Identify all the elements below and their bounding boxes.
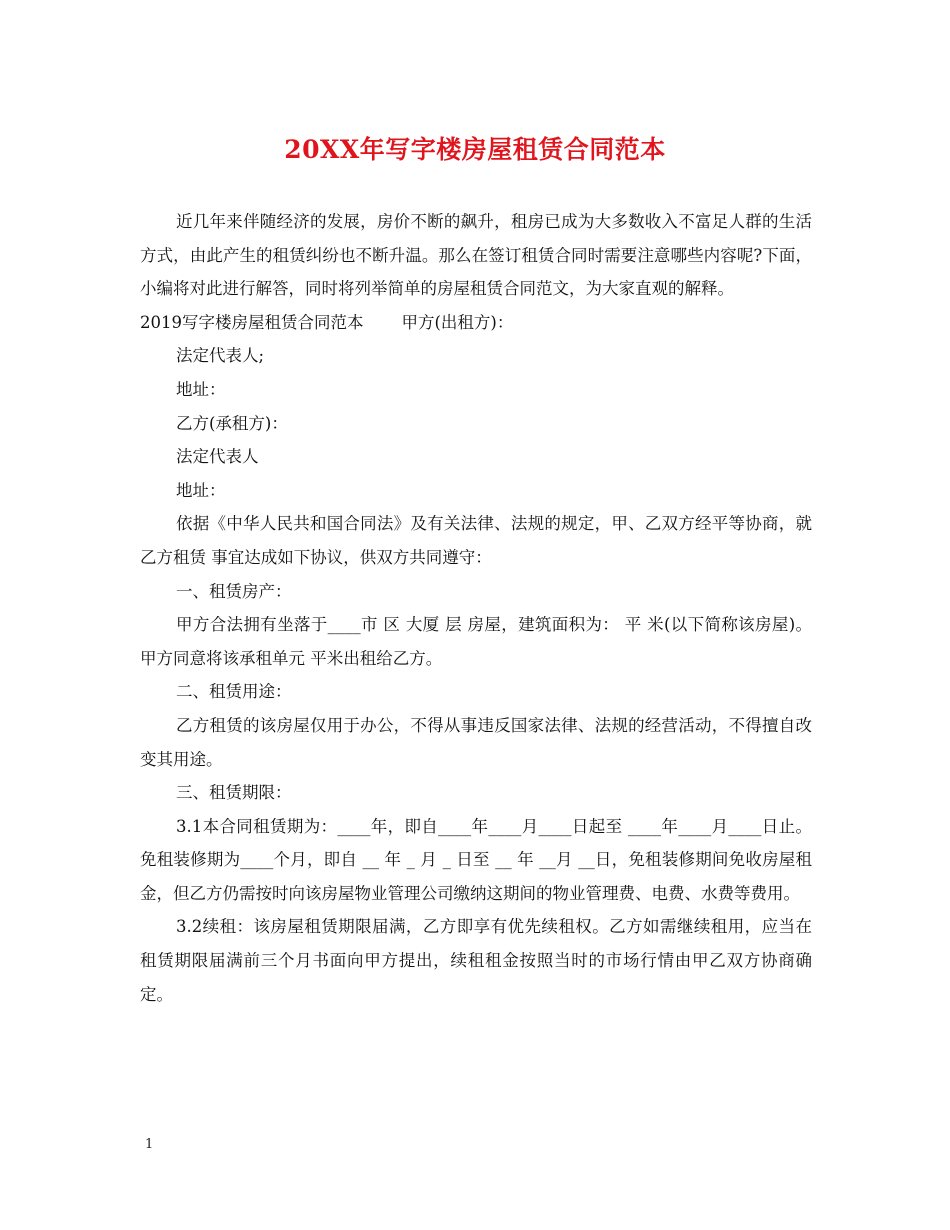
subheading-line [140, 306, 812, 340]
document-title: 20XX年写字楼房屋租赁合同范本 [284, 135, 666, 164]
party-a-address: 地址： [176, 379, 226, 399]
section-3-title: 三、租赁期限： [176, 783, 292, 803]
section-2-title: 二、租赁用途： [176, 682, 292, 702]
party-a-rep: 法定代表人; [176, 346, 265, 366]
party-a-label: 甲方(出租方)： [401, 312, 514, 332]
legal-basis-paragraph: 依据《中华人民共和国合同法》及有关法律、法规的规定，甲、乙双方经平等协商，就乙方租赁 事宜达成如下协议，供双方共同遵守： [140, 514, 812, 567]
party-b-label: 乙方(承租方)： [176, 413, 288, 433]
party-b-address: 地址： [176, 480, 226, 500]
party-b-rep: 法定代表人 [176, 447, 259, 467]
section-2-body: 乙方租赁的该房屋仅用于办公，不得从事违反国家法律、法规的经营活动，不得擅自改变其用途。 [140, 715, 812, 769]
subheading: 2019写字楼房屋租赁合同范本 [140, 312, 364, 332]
page-number: 1 [145, 1137, 154, 1152]
intro-paragraph: 近几年来伴随经济的发展，房价不断的飙升，租房已成为大多数收入不富足人群的生活方式，由此产生的租赁纠纷也不断升温。那么在签订租赁合同时需要注意哪些内容呢?下面，小编将对此进行解答，同时将列举简单的房屋租赁合同范文，为大家直观的解释。 [140, 212, 812, 299]
section-3-1-body: 3.1本合同租赁期为：____年，即自____年____月____日起至 ____年____月____日止。免租装修期为____个月，即自 __ 年 _ 月 _ 日至 __ 年 __月 __日，免租装修期间免收房屋租金，但乙方仍需按时向该房屋物业管理公司缴纳这期间的物业管理费、电费、水费等费用。 [140, 816, 812, 903]
section-1-title: 一、租赁房产： [176, 581, 292, 601]
section-1-body: 甲方合法拥有坐落于____市 区 大厦 层 房屋，建筑面积为： 平 米(以下简称该房屋)。甲方同意将该承租单元 平米出租给乙方。 [140, 615, 813, 668]
document-body [140, 205, 812, 1011]
section-3-2-body: 3.2续租：该房屋租赁期限届满，乙方即享有优先续租权。乙方如需继续租用，应当在租赁期限届满前三个月书面向甲方提出，续租租金按照当时的市场行情由甲乙双方协商确定。 [140, 917, 812, 1004]
